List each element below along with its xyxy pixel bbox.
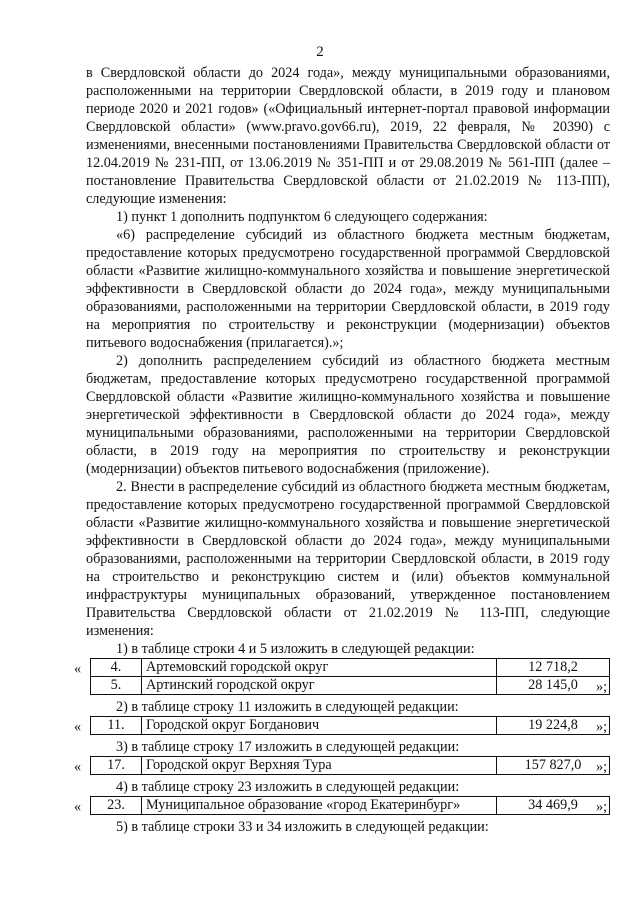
row-value: 19 224,8 xyxy=(497,717,610,735)
open-quote: « xyxy=(74,719,82,735)
replacement-block xyxy=(74,796,610,818)
row-name: Артинский городской округ xyxy=(142,677,497,695)
row-number: 4. xyxy=(91,659,142,677)
row-value: 28 145,0 xyxy=(497,677,610,695)
replacement-table xyxy=(90,756,610,775)
close-quote: »; xyxy=(596,799,608,815)
row-number: 5. xyxy=(91,677,142,695)
row-name: Городской округ Верхняя Тура xyxy=(142,757,497,775)
row-value: 34 469,9 xyxy=(497,797,610,815)
open-quote: « xyxy=(74,799,82,815)
table-row xyxy=(91,677,610,695)
list-item: 1) в таблице строки 4 и 5 изложить в следующей редакции: xyxy=(116,641,475,657)
paragraph: 1) пункт 1 дополнить подпунктом 6 следующего содержания: xyxy=(116,209,488,225)
page-number: 2 xyxy=(316,44,324,60)
replacement-table xyxy=(90,716,610,735)
row-number: 23. xyxy=(91,797,142,815)
paragraph: в Свердловской области до 2024 года», между муниципальными образованиями, расположенными на территории Свердловской области, в 2019 году и плановом периоде 2020 и 2021 годов» («Официальный интернет-портал правовой информации Свердловской области» (www.pravo.gov66.ru), 2019, 22 февраля, № 20390) с изменениями, внесенными постановлениями Правительства Свердловской области от 12.04.2019 № 231-ПП, от 13.06.2019 № 351-ПП и от 29.08.2019 № 561-ПП (далее – постановление Правительства Свердловской области от 21.02.2019 № 113-ПП), следующие изменения: xyxy=(86,65,610,207)
replacement-block xyxy=(74,716,610,738)
row-value: 157 827,0 xyxy=(497,757,610,775)
open-quote: « xyxy=(74,759,82,775)
paragraph: 2) дополнить распределением субсидий из областного бюджета местным бюджетам, предоставление которых предусмотрено государственной программой Свердловской области «Развитие жилищно-коммунального хозяйства и повышение энергетической эффективности в Свердловской области до 2024 года», между муниципальными образованиями, расположенными на территории Свердловской области, в 2019 году на мероприятия по строительству и реконструкции (модернизации) объектов питьевого водоснабжения (приложение). xyxy=(86,353,610,477)
row-name: Городской округ Богданович xyxy=(142,717,497,735)
list-item: 3) в таблице строку 17 изложить в следующей редакции: xyxy=(116,739,460,755)
document-body xyxy=(74,64,610,836)
paragraph: 2. Внести в распределение субсидий из областного бюджета местным бюджетам, предоставление которых предусмотрено государственной программой Свердловской области «Развитие жилищно-коммунального хозяйства и повышение энергетической эффективности в Свердловской области до 2024 года», между муниципальными образованиями, расположенными на территории Свердловской области, в 2019 году на строительство и реконструкцию систем и (или) объектов коммунальной инфраструктуры муниципальных образований, утвержденное постановлением Правительства Свердловской области от 21.02.2019 № 113-ПП, следующие изменения: xyxy=(86,479,610,639)
open-quote: « xyxy=(74,661,82,677)
table-row xyxy=(91,757,610,775)
row-name: Артемовский городской округ xyxy=(142,659,497,677)
close-quote: »; xyxy=(596,759,608,775)
replacement-block xyxy=(74,658,610,698)
close-quote: »; xyxy=(596,679,608,695)
replacement-block xyxy=(74,756,610,778)
table-row xyxy=(91,717,610,735)
close-quote: »; xyxy=(596,719,608,735)
table-row xyxy=(91,797,610,815)
replacement-table xyxy=(90,796,610,815)
list-item: 4) в таблице строку 23 изложить в следующей редакции: xyxy=(116,779,460,795)
paragraph: «6) распределение субсидий из областного бюджета местным бюджетам, предоставление которых предусмотрено государственной программой Свердловской области «Развитие жилищно-коммунального хозяйства и повышение энергетической эффективности в Свердловской области до 2024 года», между муниципальными образованиями, расположенными на территории Свердловской области, в 2019 году на мероприятия по строительству и реконструкции (модернизации) объектов питьевого водоснабжения (прилагается).»; xyxy=(86,227,610,351)
row-value: 12 718,2 xyxy=(497,659,610,677)
row-name: Муниципальное образование «город Екатеринбург» xyxy=(142,797,497,815)
list-item: 5) в таблице строки 33 и 34 изложить в следующей редакции: xyxy=(116,819,489,835)
row-number: 11. xyxy=(91,717,142,735)
table-row xyxy=(91,659,610,677)
replacement-table xyxy=(90,658,610,695)
list-item: 2) в таблице строку 11 изложить в следующей редакции: xyxy=(116,699,459,715)
row-number: 17. xyxy=(91,757,142,775)
